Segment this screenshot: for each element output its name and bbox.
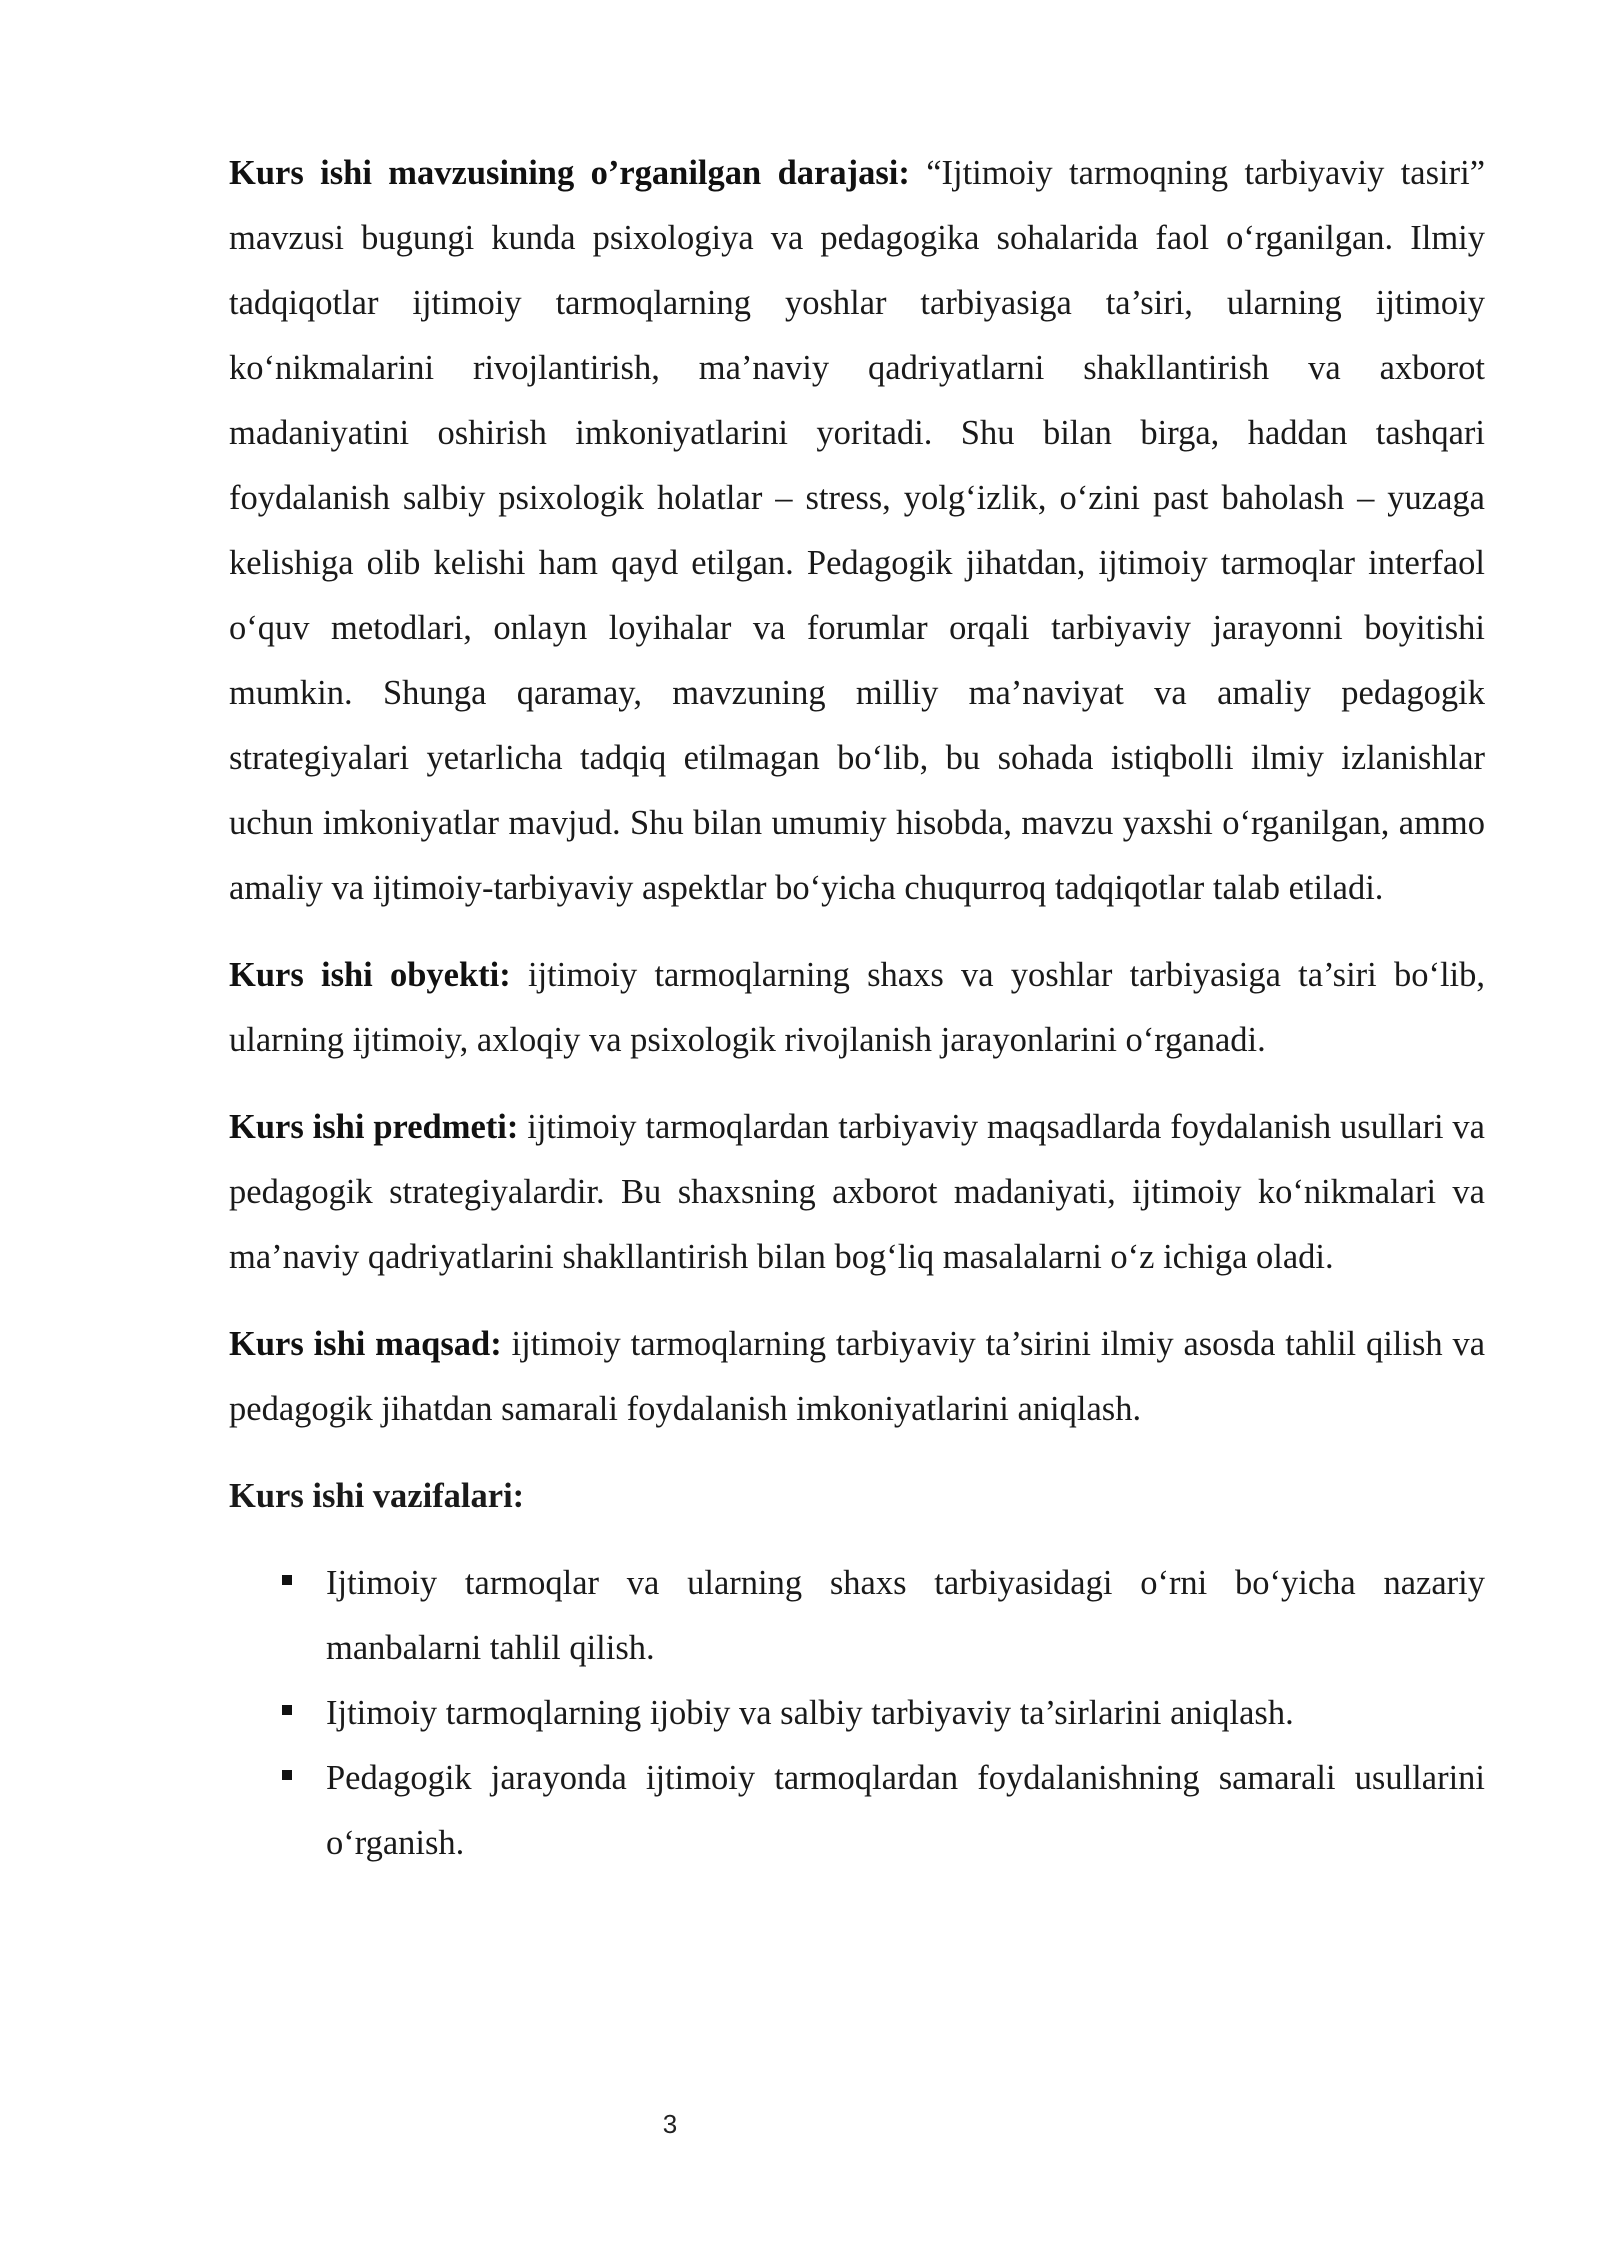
- square-bullet-icon: [282, 1705, 292, 1715]
- square-bullet-icon: [282, 1575, 292, 1585]
- subject-text: ijtimoiy tarmoqlardan tarbiyaviy maqsadlarda foydalanish usullari va pedagogik strategiyalardir. Bu shaxsning axborot madaniyati, ijtimoiy ko‘nikmalari va ma’naviy qadriyatlarini shakllantirish bilan bog‘liq masalalarni o‘z ichiga oladi.: [229, 1108, 1485, 1276]
- square-bullet-icon: [282, 1770, 292, 1780]
- goal-paragraph: [229, 1312, 1485, 1442]
- goal-label: Kurs ishi maqsad:: [229, 1325, 502, 1363]
- tasks-list: [229, 1551, 1485, 1876]
- task-text: Pedagogik jarayonda ijtimoiy tarmoqlardan foydalanishning samarali usullarini o‘rganish.: [326, 1759, 1485, 1862]
- studied-degree-label: Kurs ishi mavzusining o’rganilgan darajasi:: [229, 154, 910, 192]
- list-item: [229, 1681, 1485, 1746]
- studied-degree-paragraph: [229, 141, 1485, 921]
- object-text: ijtimoiy tarmoqlarning shaxs va yoshlar tarbiyasiga ta’siri bo‘lib, ularning ijtimoiy, axloqiy va psixologik rivojlanish jarayonlarini o‘rganadi.: [229, 956, 1486, 1059]
- object-label: Kurs ishi obyekti:: [229, 956, 511, 994]
- page-number: 3: [662, 2109, 678, 2139]
- tasks-heading: Kurs ishi vazifalari:: [229, 1477, 525, 1515]
- list-item: [229, 1746, 1485, 1876]
- task-text: Ijtimoiy tarmoqlarning ijobiy va salbiy tarbiyaviy ta’sirlarini aniqlash.: [326, 1694, 1294, 1732]
- list-item: [229, 1551, 1485, 1681]
- goal-text: ijtimoiy tarmoqlarning tarbiyaviy ta’sirini ilmiy asosda tahlil qilish va pedagogik jihatdan samarali foydalanish imkoniyatlarini aniqlash.: [229, 1325, 1486, 1428]
- subject-paragraph: [229, 1095, 1485, 1290]
- object-paragraph: [229, 943, 1485, 1073]
- page-content: [229, 141, 1485, 1876]
- task-text: Ijtimoiy tarmoqlar va ularning shaxs tarbiyasidagi o‘rni bo‘yicha nazariy manbalarni tahlil qilish.: [326, 1564, 1485, 1667]
- subject-label: Kurs ishi predmeti:: [229, 1108, 519, 1146]
- studied-degree-text: “Ijtimoiy tarmoqning tarbiyaviy tasiri” mavzusi bugungi kunda psixologiya va pedagogika sohalarida faol o‘rganilgan. Ilmiy tadqiqotlar ijtimoiy tarmoqlarning yoshlar tarbiyasiga ta’siri, ularning ijtimoiy ko‘nikmalarini rivojlantirish, ma’naviy qadriyatlarni shakllantirish va axborot madaniyatini oshirish imkoniyatlarini yoritadi. Shu bilan birga, haddan tashqari foydalanish salbiy psixologik holatlar – stress, yolg‘izlik, o‘zini past baholash – yuzaga kelishiga olib kelishi ham qayd etilgan. Pedagogik jihatdan, ijtimoiy tarmoqlar interfaol o‘quv metodlari, onlayn loyihalar va forumlar orqali tarbiyaviy jarayonni boyitishi mumkin. Shunga qaramay, mavzuning milliy ma’naviyat va amaliy pedagogik strategiyalari yetarlicha tadqiq etilmagan bo‘lib, bu sohada istiqbolli ilmiy izlanishlar uchun imkoniyatlar mavjud. Shu bilan umumiy hisobda, mavzu yaxshi o‘rganilgan, ammo amaliy va ijtimoiy-tarbiyaviy aspektlar bo‘yicha chuqurroq tadqiqotlar talab etiladi.: [229, 154, 1486, 907]
